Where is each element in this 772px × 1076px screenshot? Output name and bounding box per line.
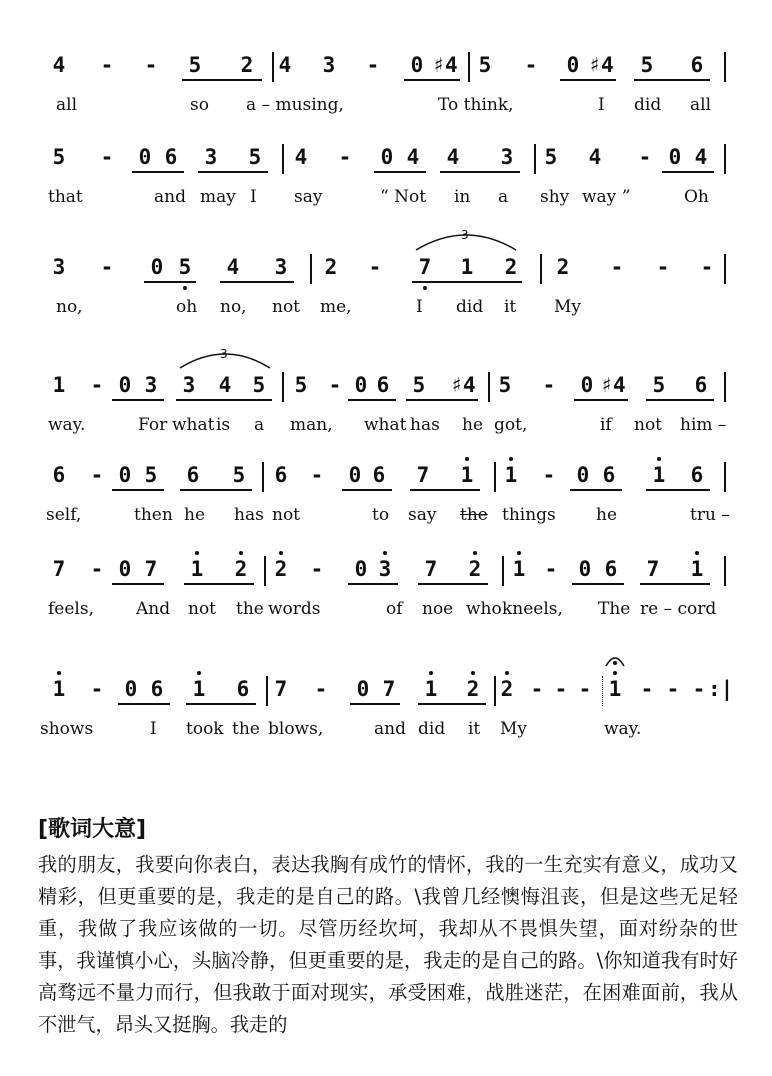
note: 5 [232,463,246,487]
bar-line [310,254,312,284]
note: 4 [226,255,240,279]
note: 0 [356,677,370,701]
note: 1 [652,463,666,487]
score-system-2 [0,144,772,244]
underline [404,79,460,81]
lyric: way. [604,719,642,739]
note: 3 [182,373,196,397]
note: 0 [354,373,368,397]
dash: - [542,373,556,397]
lyric: way. [48,415,86,435]
note: 5 [188,53,202,77]
note: 7 [418,255,432,279]
high-octave-dot [465,457,469,461]
dash: - [666,677,680,701]
lyric: did [634,95,662,115]
note: 3 [144,373,158,397]
lyric: it [504,297,517,317]
note: 6 [372,463,386,487]
lyric: not [272,505,301,525]
note: 2 [240,53,254,77]
lyric: shows [40,719,94,739]
high-octave-dot [517,551,521,555]
lyric: I [250,187,257,207]
lyric: the [232,719,260,739]
bar-line [540,254,542,284]
note: 6 [150,677,164,701]
dash: - [368,255,382,279]
note: 5 [294,373,308,397]
underline [112,399,164,401]
lyric-row [0,598,772,624]
lyric: of [386,599,403,619]
underline [184,583,254,585]
lyric: the [236,599,264,619]
note: 7 [382,677,396,701]
note-row [0,372,772,412]
lyric: way ” [582,187,631,207]
note: 4 [694,145,708,169]
note: 3 [52,255,66,279]
note: 5 [52,145,66,169]
high-octave-dot [695,551,699,555]
dash: - [542,463,556,487]
score-system-6 [0,556,772,656]
note: 7 [416,463,430,487]
bar-line [264,556,266,586]
dash: - [328,373,342,397]
lyric-meaning-section [38,812,738,1041]
note: 2 [500,677,514,701]
dash: - [692,677,706,701]
lyric: is [216,415,231,435]
note: 5 [478,53,492,77]
bar-line [468,52,470,82]
bar-line [724,556,726,586]
lyric: To think, [438,95,514,115]
lyric: took [186,719,224,739]
sharp-note: ♯4 [432,53,458,77]
lyric: so [190,95,209,115]
dash: - [90,373,104,397]
lyric: no, [220,297,247,317]
triplet-mark: 3 [461,228,469,242]
note: 3 [274,255,288,279]
high-octave-dot [197,671,201,675]
dash: - [310,463,324,487]
bar-line [494,462,496,492]
note: 6 [52,463,66,487]
lyric: did [418,719,446,739]
triplet-slur [178,348,272,370]
high-octave-dot [239,551,243,555]
lyric: got, [494,415,528,435]
dash: - [638,145,652,169]
bar-line [534,144,536,174]
bar-line [724,52,726,82]
underline [132,171,184,173]
high-octave-dot [279,551,283,555]
underline [180,489,252,491]
dash: - [700,255,714,279]
high-octave-dot [613,671,617,675]
note: 5 [640,53,654,77]
lyric: he [596,505,618,525]
lyric: and [154,187,186,207]
underline [374,171,426,173]
note: 2 [468,557,482,581]
note: 2 [466,677,480,701]
note: 5 [498,373,512,397]
low-octave-dot [183,286,187,290]
dash: - [310,557,324,581]
lyric: a – musing, [246,95,344,115]
underline [418,583,488,585]
high-octave-dot [383,551,387,555]
lyric: not [188,599,217,619]
lyric-row [0,296,772,322]
dash: - [314,677,328,701]
note: 5 [544,145,558,169]
lyric: re – cord [640,599,717,619]
lyric: not [634,415,663,435]
note: 7 [52,557,66,581]
dash: - [544,557,558,581]
underline [646,489,710,491]
note: 3 [322,53,336,77]
lyric: and [374,719,406,739]
underline [410,489,480,491]
note: 1 [460,255,474,279]
underline [412,281,522,283]
note: 1 [460,463,474,487]
low-octave-dot [423,286,427,290]
bar-line [502,556,504,586]
fermata-icon [604,650,626,668]
bar-line [282,372,284,402]
note-row [0,556,772,596]
score-system-3 [0,228,772,354]
note: 6 [694,373,708,397]
note: 0 [566,53,580,77]
note: 1 [504,463,518,487]
note: 5 [248,145,262,169]
lyric: me, [320,297,352,317]
note: 4 [218,373,232,397]
dash: - [554,677,568,701]
dash: - [610,255,624,279]
note: 0 [578,557,592,581]
note: 6 [164,145,178,169]
note: 1 [192,677,206,701]
note: 6 [690,53,704,77]
note: 4 [588,145,602,169]
underline [440,171,520,173]
bar-line [724,462,726,492]
note: 2 [556,255,570,279]
lyric: tru – [690,505,730,525]
note: 5 [144,463,158,487]
underline [348,399,396,401]
note: 0 [580,373,594,397]
bar-line [724,372,726,402]
lyric: in [454,187,471,207]
underline [406,399,478,401]
note: 6 [236,677,250,701]
note: 0 [118,463,132,487]
note: 1 [52,677,66,701]
score-system-7 [0,676,772,776]
lyric: that [48,187,83,207]
lyric: say [408,505,437,525]
bar-line [724,144,726,174]
lyric-row [0,718,772,744]
lyric: I [150,719,157,739]
lyric: if [600,415,612,435]
underline [348,583,398,585]
lyric: For [138,415,168,435]
lyric: say [294,187,323,207]
note: 5 [252,373,266,397]
triplet-slur [414,228,518,252]
note: 5 [412,373,426,397]
lyric: then [134,505,173,525]
lyric: The [598,599,631,619]
lyric: he [462,415,484,435]
lyric: all [56,95,78,115]
lyric: what [364,415,407,435]
lyric: My [500,719,528,739]
dash: - [100,145,114,169]
lyric: noe [422,599,454,619]
lyric: to [372,505,390,525]
dash: - [100,255,114,279]
note: 4 [446,145,460,169]
dash: - [524,53,538,77]
underline [112,489,164,491]
note: 1 [690,557,704,581]
note: 3 [500,145,514,169]
high-octave-dot [57,671,61,675]
note: 6 [604,557,618,581]
bar-line [262,462,264,492]
note: 7 [424,557,438,581]
sharp-note: ♯4 [588,53,614,77]
note: 1 [512,557,526,581]
section-body: 我的朋友，我要向你表白，表达我胸有成竹的情怀，我的一生充实有意义，成功又精彩，但更重要的是，我走的是自己的路。\我曾几经懊悔沮丧，但是这些无足轻重，我做了我应该做的一切。尽管历经坎坷，我却从不畏惧失望，面对纷杂的世事，我谨慎小心，头脑冷静，但更重要的是，我走的是自己的路。\你知道我有时好高骛远不量力而行，但我敢于面对现实，承受困难，战胜迷茫，在困难面前，我从不泄气，昂头又挺胸。我走的 [38,853,738,1036]
underline [198,171,268,173]
lyric-row [0,186,772,212]
note: 1 [608,677,622,701]
lyric: self, [46,505,82,525]
note: 0 [150,255,164,279]
lyric: a [254,415,265,435]
dash: - [100,53,114,77]
dash: - [530,677,544,701]
underline [220,281,294,283]
note: 1 [424,677,438,701]
lyric: the [460,505,488,525]
dash: - [90,677,104,701]
underline [182,79,262,81]
note: 4 [406,145,420,169]
bar-line [266,676,268,706]
note: 5 [178,255,192,279]
bar-line [282,144,284,174]
underline [560,79,616,81]
dash: - [640,677,654,701]
lyric: shy [540,187,570,207]
note-row [0,676,772,716]
underline [574,399,628,401]
note: 0 [380,145,394,169]
note: 3 [204,145,218,169]
note: 7 [144,557,158,581]
dash: - [338,145,352,169]
underline [350,703,400,705]
lyric: him – [680,415,727,435]
dash: - [144,53,158,77]
lyric: he [184,505,206,525]
note: 0 [118,557,132,581]
dash: - [656,255,670,279]
lyric: no, [56,297,83,317]
lyric: a [498,187,509,207]
underline [176,399,272,401]
high-octave-dot [471,671,475,675]
lyric: Oh [684,187,709,207]
lyric-row [0,414,772,440]
underline [342,489,392,491]
note-row [0,254,772,294]
lyric: feels, [48,599,94,619]
note: 0 [138,145,152,169]
score-system-4 [0,348,772,472]
underline [572,583,624,585]
bar-line [488,372,490,402]
lyric: man, [290,415,333,435]
note: 1 [52,373,66,397]
note: 5 [652,373,666,397]
note: 7 [274,677,288,701]
high-octave-dot [657,457,661,461]
high-octave-dot [505,671,509,675]
underline [112,583,164,585]
dash: - [578,677,592,701]
dash: - [366,53,380,77]
note: 2 [324,255,338,279]
underline [640,583,710,585]
lyric: oh [176,297,198,317]
lyric: did [456,297,484,317]
note: 4 [278,53,292,77]
note: 2 [234,557,248,581]
underline [662,171,714,173]
underline [418,703,486,705]
underline [118,703,170,705]
lyric: words [268,599,321,619]
note: 3 [378,557,392,581]
note: 4 [52,53,66,77]
sharp-note: ♯4 [600,373,626,397]
score-system-1 [0,52,772,152]
note: 0 [354,557,368,581]
note: 6 [274,463,288,487]
lyric-row [0,504,772,530]
note-row [0,52,772,92]
note: 2 [504,255,518,279]
dash: - [90,557,104,581]
lyric: things [502,505,556,525]
note: 4 [294,145,308,169]
lyric: My [554,297,582,317]
note: 6 [376,373,390,397]
lyric: it [468,719,481,739]
note: 6 [602,463,616,487]
note: 0 [576,463,590,487]
note-row [0,144,772,184]
note: 0 [124,677,138,701]
note: 0 [118,373,132,397]
note-row [0,462,772,502]
note: 6 [690,463,704,487]
lyric-row [0,94,772,120]
dash: - [90,463,104,487]
lyric: blows, [268,719,324,739]
underline [186,703,256,705]
lyric: I [598,95,605,115]
section-heading: [歌词大意] [38,817,147,842]
note: 1 [190,557,204,581]
high-octave-dot [195,551,199,555]
lyric: kneels, [502,599,563,619]
lyric: has [234,505,264,525]
note: 0 [348,463,362,487]
underline [144,281,196,283]
lyric: I [416,297,423,317]
lyric: “ Not [380,187,427,207]
high-octave-dot [509,457,513,461]
underline [570,489,622,491]
note: 7 [646,557,660,581]
lyric: all [690,95,712,115]
high-octave-dot [473,551,477,555]
note: 0 [668,145,682,169]
score-system-5 [0,462,772,562]
note: 6 [186,463,200,487]
sharp-note: ♯4 [450,373,476,397]
lyric: not [272,297,301,317]
lyric: may [200,187,236,207]
repeat-end-sign: :| [708,677,734,701]
high-octave-dot [429,671,433,675]
underline [646,399,714,401]
note: 2 [274,557,288,581]
lyric: who [466,599,502,619]
bar-line [724,254,726,284]
lyric: has [410,415,440,435]
triplet-mark: 3 [220,348,228,361]
underline [634,79,710,81]
note: 0 [410,53,424,77]
lyric: And [136,599,171,619]
lyric: what [172,415,215,435]
